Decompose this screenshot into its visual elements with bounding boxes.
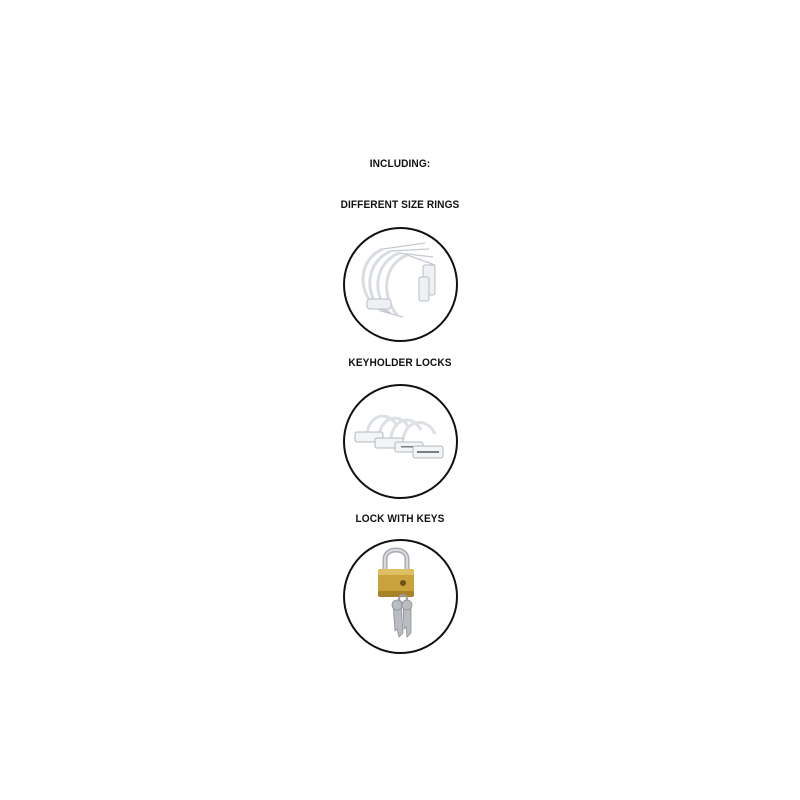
item-label-lock-with-keys: LOCK WITH KEYS	[355, 513, 445, 525]
padlock-with-keys-icon	[345, 541, 456, 652]
including-heading: INCLUDING:	[369, 158, 431, 170]
item-label-keyholder-locks: KEYHOLDER LOCKS	[348, 357, 452, 369]
keyholder-locks-image-circle	[343, 384, 458, 499]
clear-rings-icon	[345, 229, 456, 340]
rings-image-circle	[343, 227, 458, 342]
lock-with-keys-image-circle	[343, 539, 458, 654]
item-label-rings: DIFFERENT SIZE RINGS	[340, 199, 460, 211]
plastic-numbered-locks-icon	[345, 386, 456, 497]
